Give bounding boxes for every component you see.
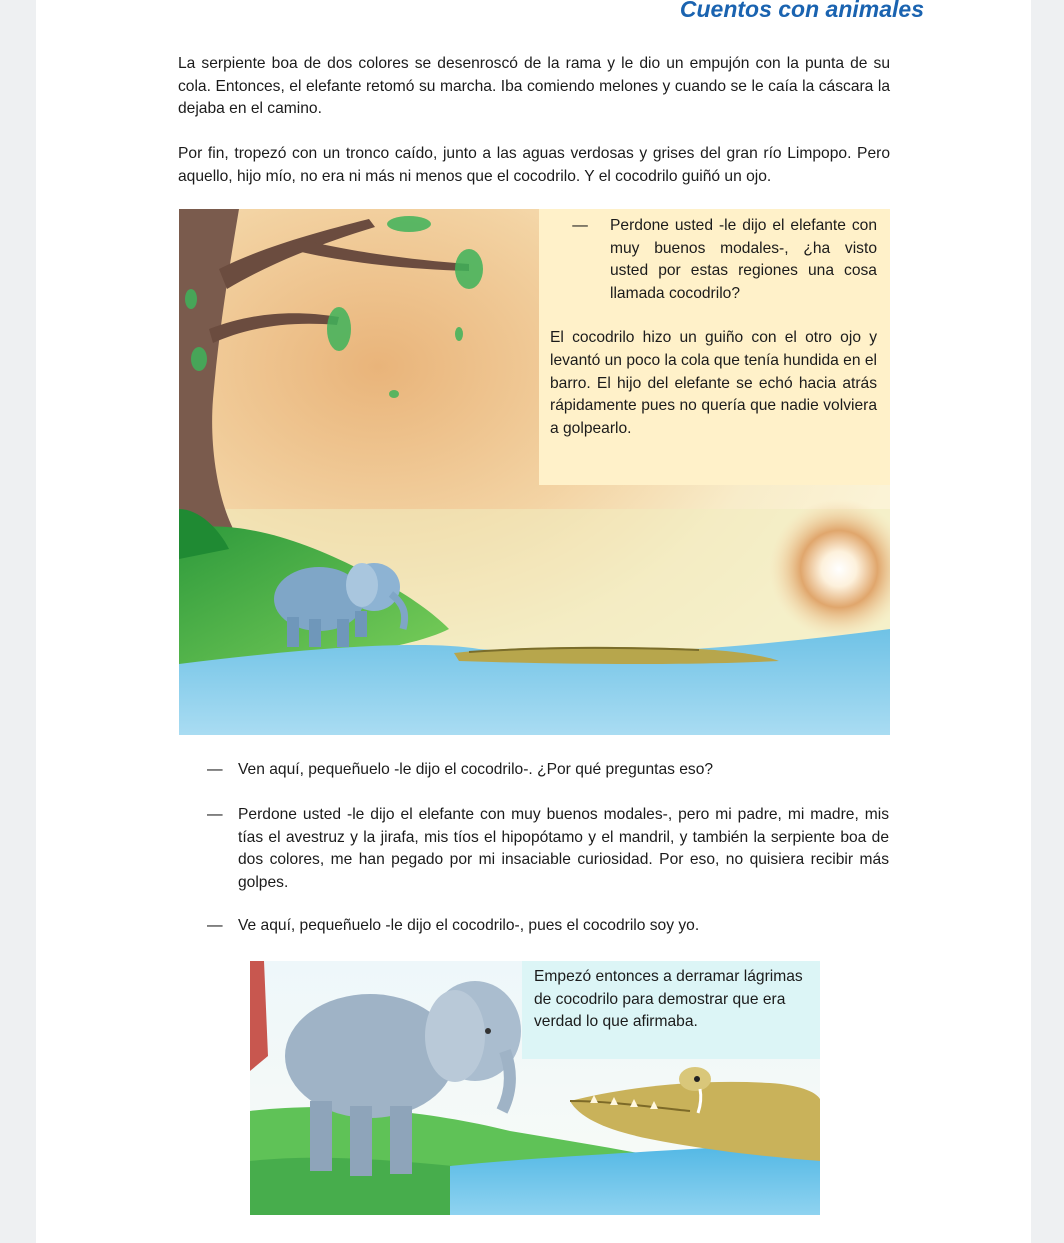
- dialogue-dash: —: [207, 917, 223, 934]
- callout-box-2: Empezó entonces a derramar lágrimas de cocodrilo para demostrar que era verdad lo que afirmaba.: [522, 961, 820, 1059]
- dialogue-dash: —: [572, 217, 588, 234]
- illustration-crocodile-tears: [250, 961, 820, 1215]
- dialogue-dash: —: [207, 806, 223, 823]
- callout-dialogue: [550, 215, 877, 305]
- illustration-elephant-river: [179, 209, 890, 735]
- dialogue-line-2: [207, 804, 889, 894]
- dialogue-text: Perdone usted -le dijo el elefante con muy buenos modales-, pero mi padre, mi madre, mis tías el avestruz y la jirafa, mis tíos el hipopótamo y el mandril, y también la serpiente boa de dos colores, me han pegado por mi insaciable curiosidad. Por eso, no quisiera recibir más golpes.: [238, 806, 889, 891]
- dialogue-dash: —: [207, 761, 223, 778]
- callout-narration: El cocodrilo hizo un guiño con el otro ojo y levantó un poco la cola que tenía hundida en el barro. El hijo del elefante se echó hacia atrás rápidamente pues no quería que nadie volviera a golpearlo.: [550, 329, 877, 437]
- document-page: [36, 0, 1031, 1243]
- dialogue-line-1: [207, 759, 889, 782]
- callout-box-1: [539, 209, 890, 485]
- dialogue-line-3: [207, 915, 889, 938]
- dialogue-text: Ve aquí, pequeñuelo -le dijo el cocodrilo-, pues el cocodrilo soy yo.: [238, 917, 700, 934]
- paragraph-2: Por fin, tropezó con un tronco caído, junto a las aguas verdosas y grises del gran río Limpopo. Pero aquello, hijo mío, no era ni más ni menos que el cocodrilo. Y el cocodrilo guiñó un ojo.: [178, 145, 890, 185]
- paragraph-1: La serpiente boa de dos colores se desenroscó de la rama y le dio un empujón con la punta de su cola. Entonces, el elefante retomó su marcha. Iba comiendo melones y cuando se le caía la cáscara la dejaba en el camino.: [178, 55, 890, 118]
- page-header-title: Cuentos con animales: [679, 0, 924, 22]
- dialogue-text: Ven aquí, pequeñuelo -le dijo el cocodrilo-. ¿Por qué preguntas eso?: [238, 761, 714, 778]
- callout-dialogue-text: Perdone usted -le dijo el elefante con muy buenos modales-, ¿ha visto usted por estas regiones una cosa llamada cocodrilo?: [610, 217, 877, 302]
